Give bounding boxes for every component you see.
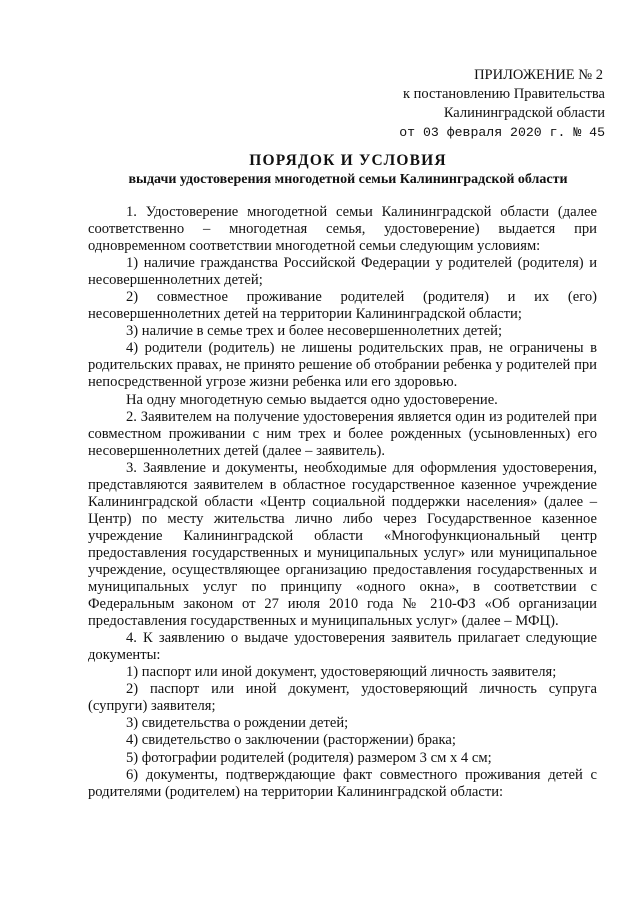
appendix-region-line: Калининградской области: [443, 105, 605, 121]
paragraph: 4) свидетельство о заключении (расторжении) брака;: [126, 732, 456, 749]
paragraph: 1) паспорт или иной документ, удостоверяющий личность заявителя;: [126, 664, 557, 681]
paragraph: На одну многодетную семью выдается одно удостоверение.: [126, 391, 498, 408]
appendix-resolution-line: к постановлению Правительства: [403, 86, 605, 102]
appendix-date-line: от 03 февраля 2020 г. № 45: [399, 125, 605, 140]
paragraph: 2. Заявителем на получение удостоверения является один из родителей при совместном проживании с ним трех и более рожденных (усыновленных) его несовершеннолетних детей (далее – заявитель).: [88, 408, 597, 459]
paragraph: 4) родители (родитель) не лишены родительских прав, не ограничены в родительских правах, не принято решение об отобрании ребенка у родителей при непосредственной угрозе жизни ребенка или его здоровью.: [88, 340, 597, 391]
paragraph: 3. Заявление и документы, необходимые для оформления удостоверения, представляются заявителем в областное государственное казенное учреждение Калининградской области «Центр социальной поддержки населения» (далее – Центр) по месту жительства лично либо через Государственное казенное учреждение Калининградской области «Многофункциональный центр предоставления государственных и муниципальных услуг» или муниципальное учреждение, осуществляющее организацию предоставления государственных и муниципальных услуг по принципу «одного окна», в соответствии с Федеральным законом от 27 июля 2010 года № 210-ФЗ «Об организации предоставления государственных и муниципальных услуг» (далее – МФЦ).: [88, 459, 597, 630]
document-title: ПОРЯДОК И УСЛОВИЯ: [249, 152, 447, 169]
paragraph: 2) совместное проживание родителей (родителя) и их (его) несовершеннолетних детей на территории Калининградской области;: [88, 289, 597, 323]
paragraph: 1. Удостоверение многодетной семьи Калининградской области (далее соответственно – многодетная семья, удостоверение) выдается при одновременном соответствии многодетной семьи следующим условиям:: [88, 204, 597, 255]
paragraph: 2) паспорт или иной документ, удостоверяющий личность супруга (супруги) заявителя;: [88, 681, 597, 715]
paragraph: 6) документы, подтверждающие факт совместного проживания детей с родителями (родителем) на территории Калининградской области:: [88, 766, 597, 800]
paragraph: 3) свидетельства о рождении детей;: [126, 715, 349, 732]
appendix-block: [345, 66, 605, 142]
document-body: [88, 204, 597, 801]
paragraph: 1) наличие гражданства Российской Федерации у родителей (родителя) и несовершеннолетних детей;: [88, 255, 597, 289]
document-subtitle: выдачи удостоверения многодетной семьи Калининградской области: [128, 172, 568, 187]
paragraph: 3) наличие в семье трех и более несовершеннолетних детей;: [126, 323, 503, 340]
appendix-title: ПРИЛОЖЕНИЕ № 2: [474, 67, 603, 83]
paragraph: 5) фотографии родителей (родителя) размером 3 см х 4 см;: [126, 749, 492, 766]
paragraph: 4. К заявлению о выдаче удостоверения заявитель прилагает следующие документы:: [88, 630, 597, 664]
